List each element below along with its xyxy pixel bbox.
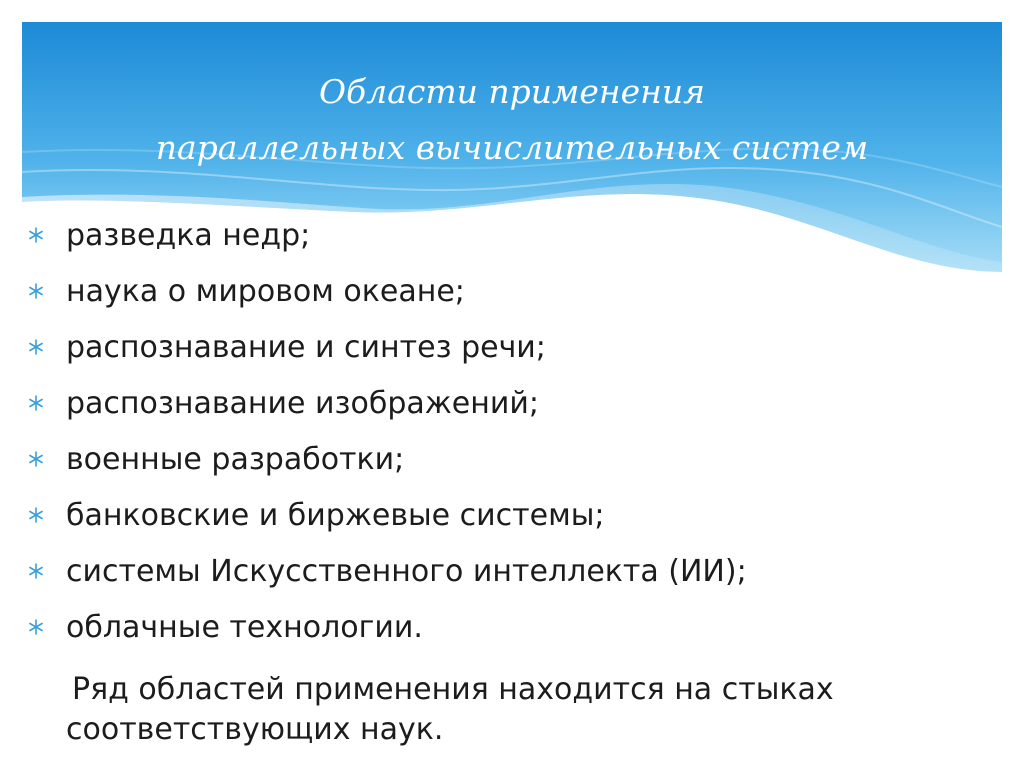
title-line-1: Области применения xyxy=(318,72,706,111)
asterisk-icon xyxy=(26,393,46,413)
slide-content xyxy=(22,216,992,750)
list-item xyxy=(22,440,992,496)
list-item-text: наука о мировом океане; xyxy=(66,274,465,309)
list-item xyxy=(22,272,992,328)
slide xyxy=(22,22,1002,767)
asterisk-icon xyxy=(26,561,46,581)
list-item-text: облачные технологии. xyxy=(66,610,423,645)
title-line-2: параллельных вычислительных систем xyxy=(155,128,869,167)
list-item-text: военные разработки; xyxy=(66,442,405,477)
asterisk-icon xyxy=(26,225,46,245)
summary-note: Ряд областей применения находится на стыках соответствующих наук. xyxy=(66,672,834,747)
list-item-text: банковские и биржевые системы; xyxy=(66,498,605,533)
asterisk-icon xyxy=(26,281,46,301)
list-item xyxy=(22,328,992,384)
list-item xyxy=(22,552,992,608)
asterisk-icon xyxy=(26,449,46,469)
list-item-text: разведка недр; xyxy=(66,218,311,253)
list-item xyxy=(22,216,992,272)
bullet-list xyxy=(22,216,992,664)
list-item-text: системы Искусственного интеллекта (ИИ); xyxy=(66,554,747,589)
slide-title xyxy=(22,64,1002,176)
list-item-text: распознавание и синтез речи; xyxy=(66,330,546,365)
asterisk-icon xyxy=(26,617,46,637)
asterisk-icon xyxy=(26,505,46,525)
list-item xyxy=(22,496,992,552)
asterisk-icon xyxy=(26,337,46,357)
list-item xyxy=(22,384,992,440)
list-item xyxy=(22,608,992,664)
list-item-text: распознавание изображений; xyxy=(66,386,539,421)
